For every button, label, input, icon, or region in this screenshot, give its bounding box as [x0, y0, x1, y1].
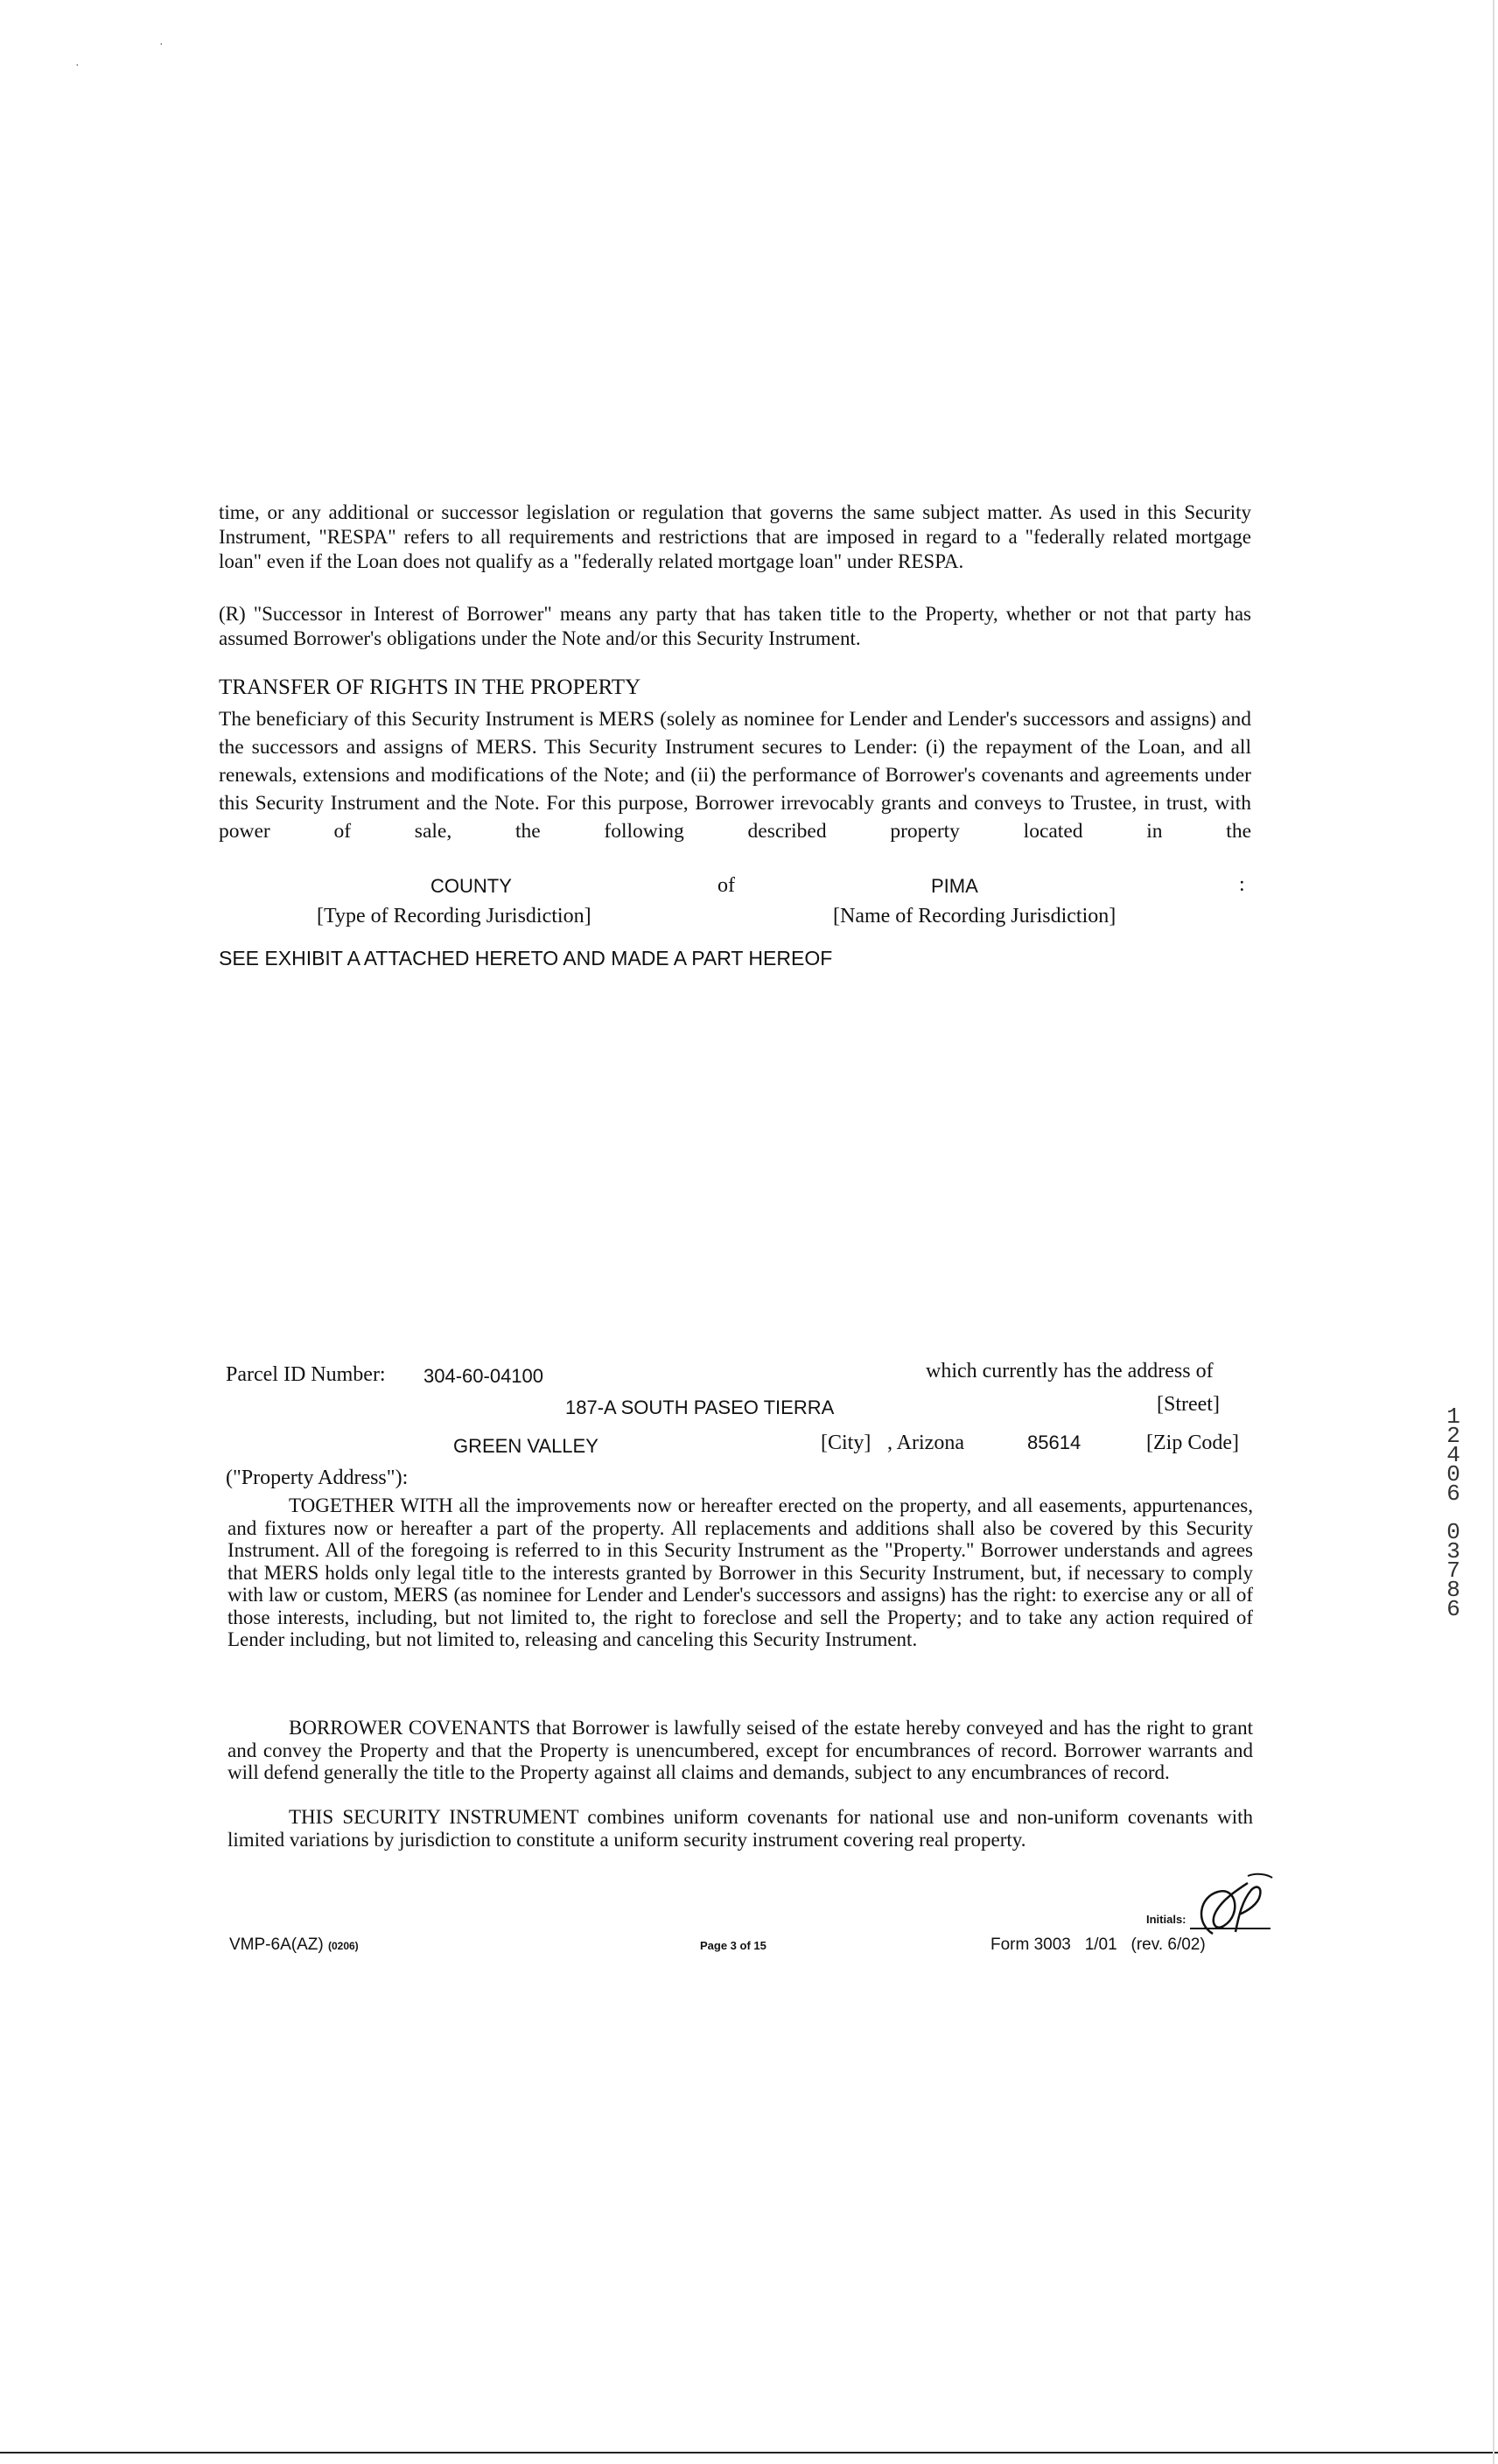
scan-speck: · [159, 38, 164, 52]
property-address-label: ("Property Address"): [226, 1466, 409, 1489]
recording-digit: 3 [1446, 1538, 1460, 1564]
jurisdiction-name-label: [Name of Recording Jurisdiction] [833, 905, 1116, 928]
recording-digit: 6 [1446, 1596, 1460, 1622]
zip-label: [Zip Code] [1146, 1432, 1239, 1454]
exhibit-line: SEE EXHIBIT A ATTACHED HERETO AND MADE A PART HEREOF [219, 947, 833, 970]
recording-digit: 2 [1446, 1423, 1460, 1449]
form-code-sub: (0206) [327, 1940, 359, 1952]
city-value: GREEN VALLEY [453, 1435, 598, 1457]
page-number: Page 3 of 15 [700, 1939, 766, 1952]
form-number: Form 3003 1/01 (rev. 6/02) [990, 1936, 1206, 1954]
recording-digit: 6 [1446, 1480, 1460, 1507]
recording-digit: 4 [1446, 1442, 1460, 1468]
recording-digit: 0 [1446, 1519, 1460, 1545]
jurisdiction-type-value: COUNTY [430, 875, 512, 897]
parcel-value: 304-60-04100 [424, 1365, 544, 1387]
recording-digit: 0 [1446, 1461, 1460, 1488]
initials-signature [1186, 1871, 1274, 1942]
address-intro: which currently has the address of [926, 1360, 1214, 1382]
form-code [229, 1936, 359, 1955]
recording-digit: 7 [1446, 1558, 1460, 1584]
security-instrument-paragraph: THIS SECURITY INSTRUMENT combines uniform covenants for national use and non-uniform covenants with limited variations by jurisdiction to constitute a uniform security instrument covering real property. [228, 1806, 1253, 1851]
recording-digit: 1 [1446, 1404, 1460, 1430]
jurisdiction-of: of [718, 874, 735, 897]
jurisdiction-colon: : [1239, 873, 1245, 896]
scan-speck: · [75, 60, 80, 73]
street-label: [Street] [1157, 1393, 1220, 1416]
initials-label: Initials: [1146, 1913, 1186, 1926]
jurisdiction-type-label: [Type of Recording Jurisdiction] [317, 905, 592, 928]
scan-edge-bottom [0, 2452, 1498, 2454]
jurisdiction-name-value: PIMA [931, 875, 978, 897]
borrower-covenants-paragraph: BORROWER COVENANTS that Borrower is lawfully seised of the estate hereby conveyed and has the right to grant and convey the Property and that the Property is unencumbered, except for encumbrances of record. Borrower warrants and will defend generally the title to the Property against all claims and demands, subject to any encumbrances of record. [228, 1717, 1253, 1783]
transfer-paragraph: The beneficiary of this Security Instrument is MERS (solely as nominee for Lender and Lender's successors and assigns) and the successors and assigns of MERS. This Security Instrument secures to Lender: (i) the repayment of the Loan, and all renewals, extensions and modifications of the Note; and (ii) the performance of Borrower's covenants and agreements under this Security Instrument and the Note. For this purpose, Borrower irrevocably grants and conveys to Trustee, in trust, with power of sale, the following described property located in the [219, 708, 1251, 843]
zip-value: 85614 [1027, 1432, 1082, 1453]
scan-edge-right [1493, 0, 1494, 2464]
street-value: 187-A SOUTH PASEO TIERRA [565, 1396, 835, 1418]
recording-digit: 8 [1446, 1577, 1460, 1603]
form-code-main: VMP-6A(AZ) [229, 1936, 324, 1954]
recording-number [1440, 1404, 1466, 1622]
parcel-label: Parcel ID Number: [226, 1363, 386, 1386]
together-paragraph: TOGETHER WITH all the improvements now or hereafter erected on the property, and all easements, appurtenances, and fixtures now or hereafter a part of the property. All replacements and additions shall also be covered by this Security Instrument. All of the foregoing is referred to in this Security Instrument as the "Property." Borrower understands and agrees that MERS holds only legal title to the interests granted by Borrower in this Security Instrument, but, if necessary to comply with law or custom, MERS (as nominee for Lender and Lender's successors and assigns) has the right: to exercise any or all of those interests, including, but not limited to, the right to foreclose and sell the Property; and to take any action required of Lender including, but not limited to, releasing and canceling this Security Instrument. [228, 1494, 1253, 1650]
respa-paragraph: time, or any additional or successor legislation or regulation that governs the same subject matter. As used in this Security Instrument, "RESPA" refers to all requirements and restrictions that are imposed in regard to a "federally related mortgage loan" even if the Loan does not qualify as a "federally related mortgage loan" under RESPA. [219, 501, 1251, 572]
city-label: [City] [821, 1432, 872, 1454]
successor-paragraph: (R) "Successor in Interest of Borrower" means any party that has taken title to the Property, whether or not that party has assumed Borrower's obligations under the Note and/or this Security Instrument. [219, 603, 1251, 649]
transfer-heading: TRANSFER OF RIGHTS IN THE PROPERTY [219, 676, 641, 699]
state-value: , Arizona [887, 1432, 964, 1454]
